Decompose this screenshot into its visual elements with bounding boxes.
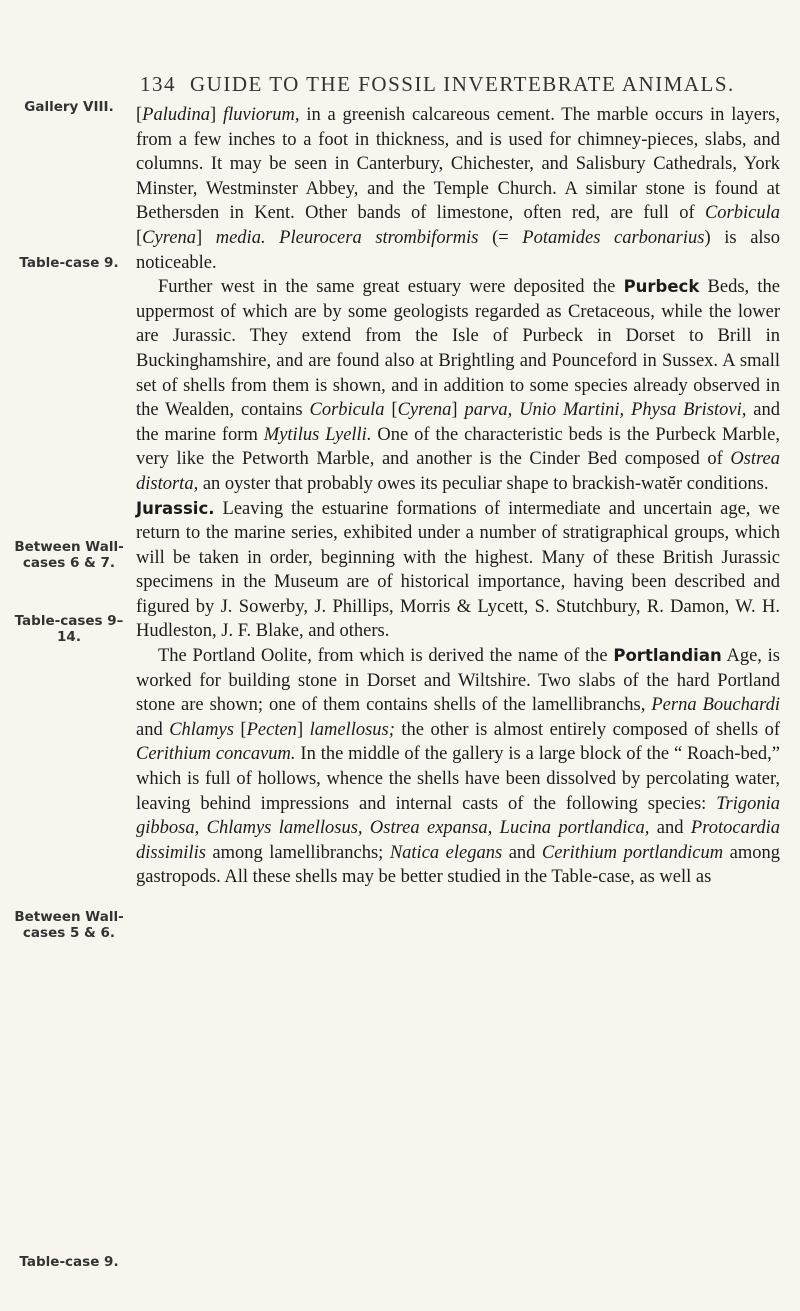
paragraph-portlandian: The Portland Oolite, from which is derived the name of the Portlandian Age, is worked for building stone in Dorset and Wiltshire. Two slabs of the hard Portland stone are shown; one of them contains shells of the lamellibranchs, Perna Bouchardi and Chlamys [Pecten] lamellosus; the other is almost entirely composed of shells of Cerithium concavum. In the middle of the gallery is a large block of the “ Roach-bed,” which is full of hollows, whence the shells have been dissolved by percolating water, leaving behind impressions and internal casts of the following species: Trigonia gibbosa, Chlamys lamellosus, Ostrea expansa, Lucina portlandica, and Protocardia dissimilis among lamellibranchs; Natica elegans and Cerithium portlandicum among gastropods. All these shells may be better studied in the Table-case, as well as <box>136 646 781 888</box>
margin-note-gallery: Gallery VIII. <box>24 99 114 115</box>
running-title: GUIDE TO THE FOSSIL INVERTEBRATE ANIMALS. <box>190 72 735 96</box>
page-body <box>136 103 780 890</box>
margin-note-wall-cases-6-7: Between Wall-cases 6 & 7. <box>14 539 124 571</box>
paragraph-paludina: [Paludina] fluviorum, in a greenish calcareous cement. The marble occurs in layers, from a few inches to a foot in thickness, and is used for chimney-pieces, slabs, and columns. It may be seen in Canterbury, Chichester, and Salisbury Cathedrals, York Minster, Westminster Abbey, and the Temple Church. A similar stone is found at Bethersden in Kent. Other bands of limestone, often red, are full of Corbicula [Cyrena] media. Pleurocera strombiformis (= Potamides carbonarius) is also noticeable. <box>136 105 780 273</box>
page-number: 134 <box>140 72 176 96</box>
margin-note-table-case-9: Table-case 9. <box>19 255 119 271</box>
margin-note-table-cases-9-14: Table-cases 9–14. <box>14 613 124 645</box>
margin-note-wall-cases-5-6: Between Wall-cases 5 & 6. <box>14 909 124 941</box>
margin-note-table-case-9-bottom: Table-case 9. <box>19 1254 119 1270</box>
paragraph-purbeck: Further west in the same great estuary were deposited the Purbeck Beds, the uppermost of which are by some geologists regarded as Cretaceous, while the lower are Jurassic. They extend from the Isle of Purbeck in Dorset to Brill in Buckinghamshire, and are found also at Brightling and Pounceford in Sussex. A small set of shells from them is shown, and in addition to some species already observed in the Wealden, contains Corbicula [Cyrena] parva, Unio Martini, Physa Bristovi, and the marine form Mytilus Lyelli. One of the characteristic beds is the Purbeck Marble, very like the Petworth Marble, and another is the Cinder Bed composed of Ostrea distorta, an oyster that probably owes its peculiar shape to brackish-watĕr conditions. <box>136 277 780 494</box>
running-header <box>140 72 780 97</box>
paragraph-jurassic: Jurassic. Leaving the estuarine formations of intermediate and uncertain age, we return to the marine series, exhibited under a number of stratigraphical groups, which will be taken in order, beginning with the highest. Many of these British Jurassic specimens in the Museum are of historical importance, having been described and figured by J. Sowerby, J. Phillips, Morris & Lycett, S. Stutchbury, R. Damon, W. H. Hudleston, J. F. Blake, and others. <box>136 498 780 642</box>
